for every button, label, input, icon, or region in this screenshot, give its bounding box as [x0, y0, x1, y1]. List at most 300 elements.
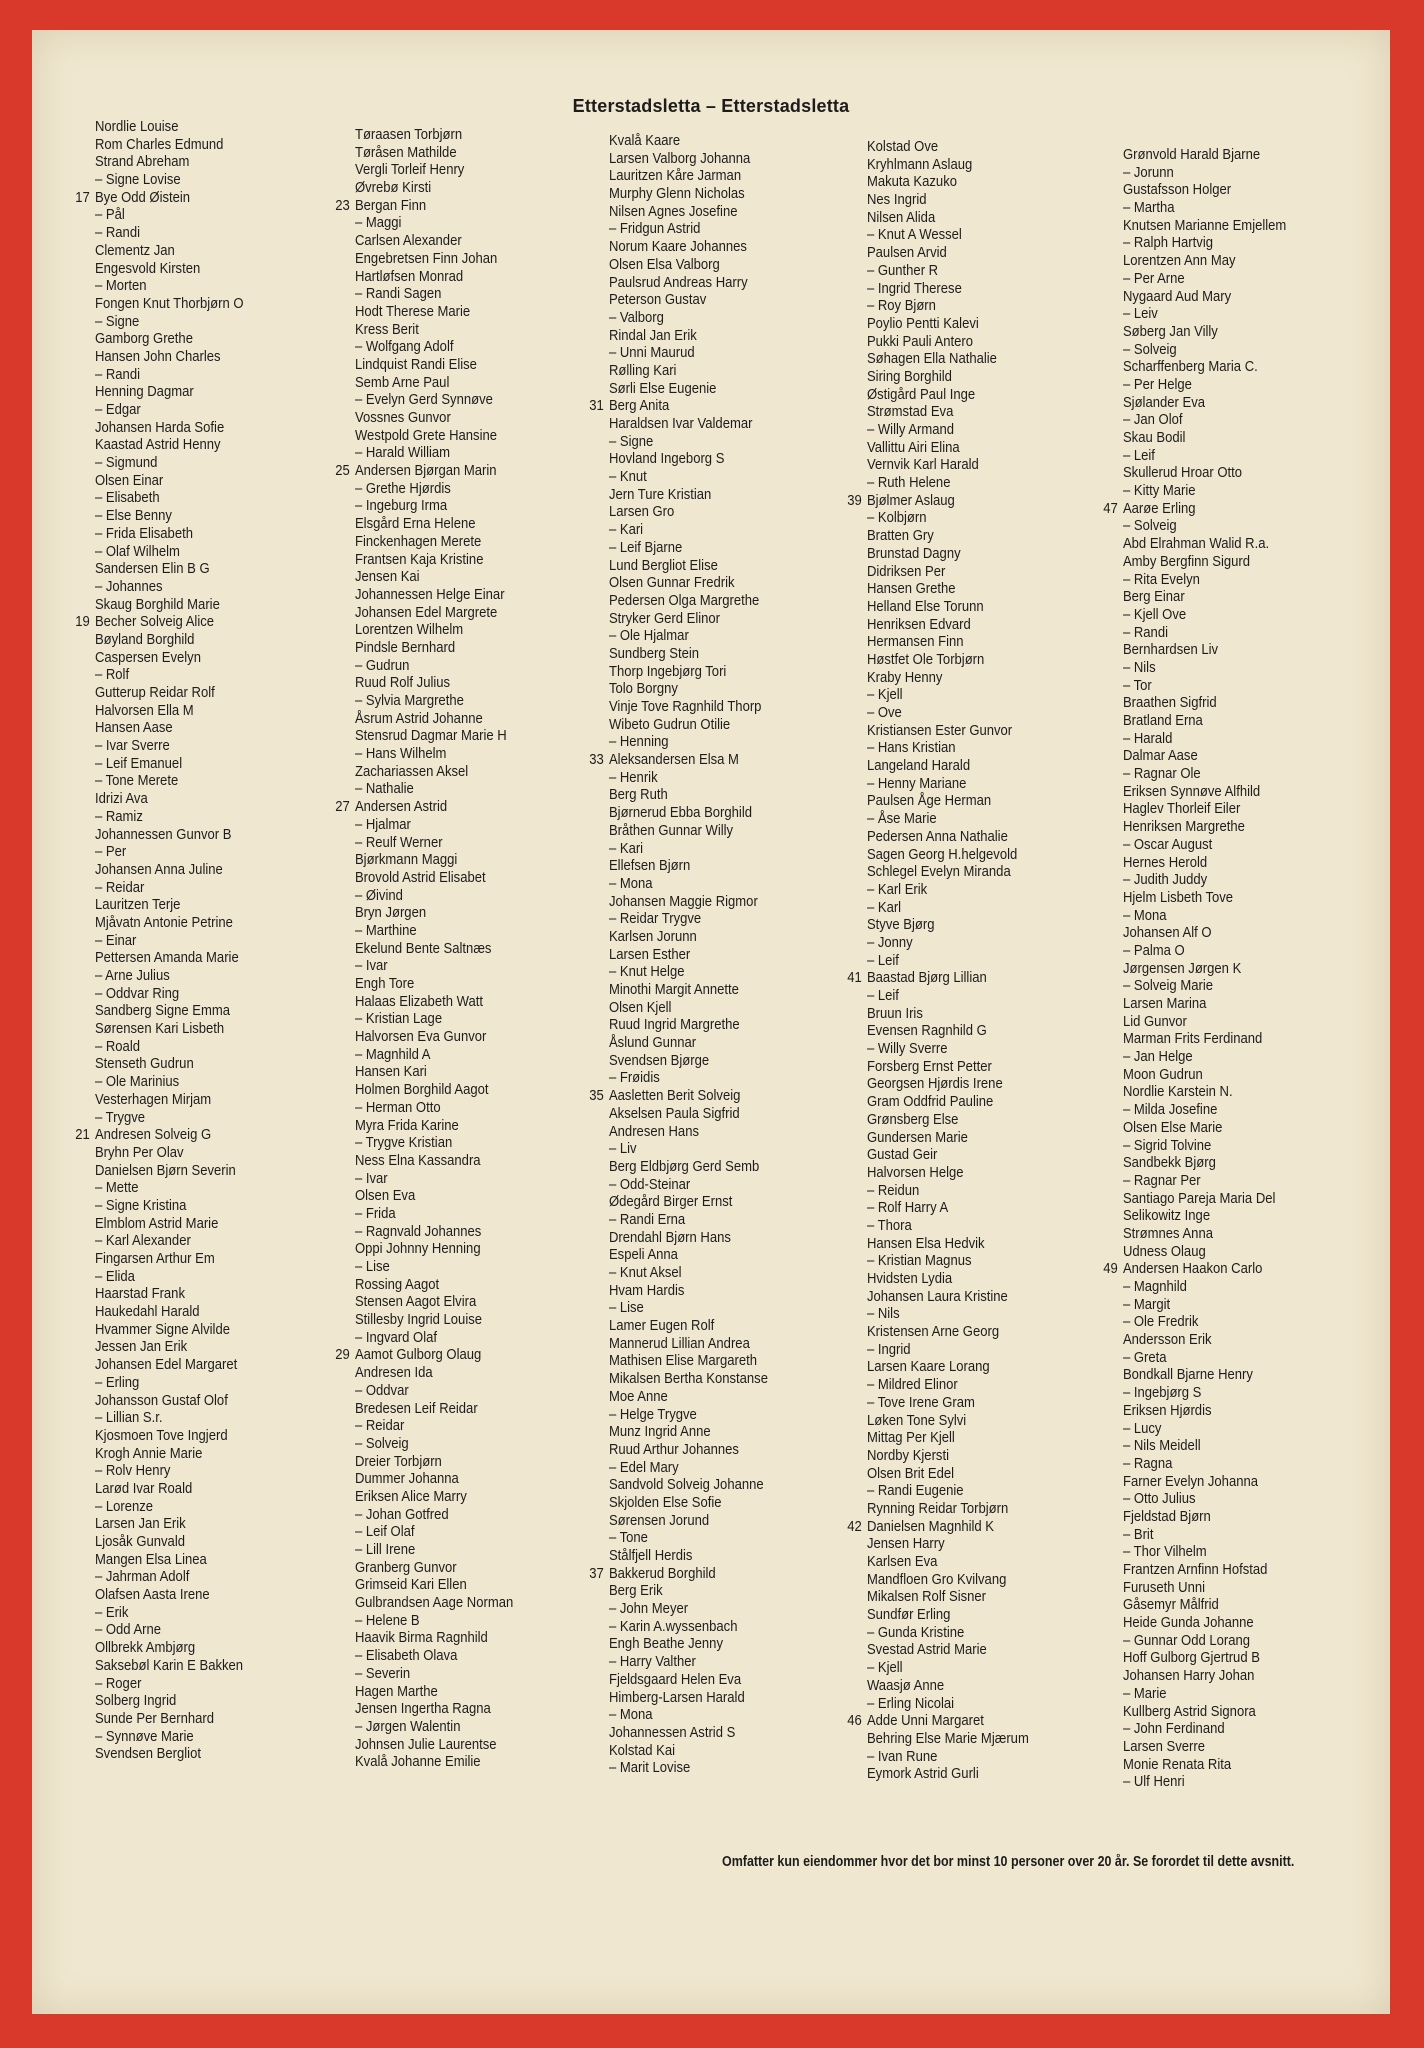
list-item: [578, 1582, 768, 1600]
resident-name: – Helge Trygve: [608, 1405, 697, 1423]
list-item: [324, 1506, 513, 1524]
list-item: [64, 1392, 244, 1410]
list-item: [578, 1724, 768, 1742]
list-item: [1092, 1455, 1286, 1473]
resident-name: Granberg Gunvor: [354, 1558, 457, 1576]
resident-name: Johansen Harda Sofie: [94, 418, 225, 436]
resident-name: Mannerud Lillian Andrea: [608, 1334, 750, 1352]
list-item: [836, 386, 1029, 404]
resident-name: Kress Berit: [354, 320, 419, 338]
resident-name: Rossing Aagot: [354, 1275, 440, 1293]
resident-name: – Solveig: [1122, 517, 1177, 535]
resident-name: – Karl Erik: [866, 880, 928, 898]
list-item: [836, 846, 1029, 864]
resident-name: Larsen Kaare Lorang: [866, 1358, 990, 1376]
resident-name: Evensen Ragnhild G: [866, 1022, 987, 1040]
resident-name: – Sigrid Tolvine: [1122, 1136, 1212, 1154]
list-item: [324, 1046, 513, 1064]
list-item: [324, 780, 513, 798]
list-item: [836, 1058, 1029, 1076]
resident-name: – Ragna: [1122, 1454, 1173, 1472]
resident-name: Paulsrud Andreas Harry: [608, 273, 748, 291]
resident-name: Amby Bergfinn Sigurd: [1122, 552, 1251, 570]
resident-name: – Mildred Elinor: [866, 1376, 958, 1394]
resident-name: Berg Anita: [608, 397, 670, 415]
footnote: Omfatter kun eiendommer hvor det bor minst 10 personer over 20 år. Se forordet til dette avsnitt.: [722, 1854, 1295, 1870]
resident-name: Saksebøl Karin E Bakken: [94, 1656, 244, 1674]
resident-name: Johansen Harry Johan: [1122, 1667, 1255, 1685]
list-item: [1092, 1190, 1286, 1208]
resident-name: Krogh Annie Marie: [94, 1444, 203, 1462]
list-item: [324, 1010, 513, 1028]
list-item: [324, 427, 513, 445]
list-item: [836, 226, 1029, 244]
list-item: [1092, 358, 1286, 376]
list-item: [836, 262, 1029, 280]
list-item: [1092, 747, 1286, 765]
list-item: [64, 737, 244, 755]
resident-name: Ljosåk Gunvald: [94, 1533, 186, 1550]
list-item: [1092, 1313, 1286, 1331]
resident-name: Sunde Per Bernhard: [94, 1709, 215, 1727]
resident-name: – Signe Kristina: [94, 1196, 187, 1214]
resident-name: Aleksandersen Elsa M: [608, 751, 739, 769]
resident-name: Hvammer Signe Alvilde: [94, 1320, 230, 1338]
list-item: [836, 1182, 1029, 1200]
resident-name: Hovland Ingeborg S: [608, 450, 725, 468]
resident-name: – Knut: [608, 468, 647, 486]
list-item: [64, 1621, 244, 1639]
list-item: [836, 456, 1029, 474]
resident-name: – Harald: [1122, 729, 1173, 747]
list-item: [578, 680, 768, 698]
list-item: [836, 492, 1029, 510]
list-item: [1092, 1632, 1286, 1650]
resident-name: Grimseid Kari Ellen: [354, 1576, 467, 1594]
house-number: 33: [589, 751, 604, 769]
resident-name: Lauritzen Kåre Jarman: [608, 167, 742, 185]
list-item: [1092, 960, 1286, 978]
resident-name: – Hans Wilhelm: [354, 745, 447, 763]
list-item: [1092, 907, 1286, 925]
list-item: [64, 1551, 244, 1569]
list-item: [578, 963, 768, 981]
list-item: [324, 1400, 513, 1418]
column-5: [1092, 146, 1286, 1791]
resident-name: Svendsen Bjørge: [608, 1051, 710, 1069]
list-item: [1092, 1366, 1286, 1384]
list-item: [578, 1529, 768, 1547]
list-item: [64, 1710, 244, 1728]
list-item: [324, 1417, 513, 1435]
list-item: [1092, 234, 1286, 252]
resident-name: Andresen Solveig G: [94, 1126, 212, 1144]
resident-name: Kullberg Astrid Signora: [1122, 1702, 1256, 1720]
resident-name: Hansen Grethe: [866, 580, 956, 598]
resident-name: Karlsen Jorunn: [608, 927, 697, 945]
list-item: [578, 627, 768, 645]
list-item: [578, 238, 768, 256]
resident-name: – Grethe Hjørdis: [354, 479, 451, 497]
directory-page: [32, 30, 1390, 2014]
list-item: [836, 757, 1029, 775]
list-item: [1092, 517, 1286, 535]
list-item: [1092, 1384, 1286, 1402]
resident-name: Marman Frits Ferdinand: [1122, 1030, 1263, 1048]
list-item: [324, 1240, 513, 1258]
list-item: [64, 1427, 244, 1445]
list-item: [1092, 1066, 1286, 1084]
list-item: [578, 1246, 768, 1264]
list-item: [64, 1515, 244, 1533]
resident-name: Engh Tore: [354, 975, 415, 992]
list-item: [324, 1063, 513, 1081]
list-item: [836, 1288, 1029, 1306]
list-item: [578, 1264, 768, 1282]
list-item: [324, 285, 513, 303]
list-item: [64, 1568, 244, 1586]
list-item: [836, 1111, 1029, 1129]
list-item: [1092, 429, 1286, 447]
list-item: [64, 1692, 244, 1710]
resident-name: Stenseth Gudrun: [94, 1055, 194, 1073]
list-item: [64, 1356, 244, 1374]
list-item: [836, 722, 1029, 740]
resident-name: Hvam Hardis: [608, 1281, 685, 1299]
list-item: [578, 309, 768, 327]
resident-name: – Erik: [94, 1603, 129, 1621]
list-item: [836, 916, 1029, 934]
list-item: [64, 1533, 244, 1551]
resident-name: Jensen Kai: [354, 568, 420, 586]
resident-name: – Signe: [608, 432, 654, 450]
resident-name: – Knut A Wessel: [866, 226, 962, 244]
resident-name: – Rolf Harry A: [866, 1199, 949, 1217]
list-item: [64, 1604, 244, 1622]
resident-name: – Henny Mariane: [866, 774, 967, 792]
resident-name: Stillesby Ingrid Louise: [354, 1311, 483, 1329]
list-item: [836, 509, 1029, 527]
list-item: [578, 1282, 768, 1300]
list-item: [836, 1482, 1029, 1500]
resident-name: – Gunther R: [866, 261, 939, 279]
resident-name: Moon Gudrun: [1122, 1065, 1203, 1083]
resident-name: – Arne Julius: [94, 967, 170, 984]
resident-name: – Kjell: [866, 686, 903, 704]
list-item: [1092, 1278, 1286, 1296]
list-item: [836, 899, 1029, 917]
resident-name: – Reidun: [866, 1181, 920, 1199]
resident-name: Bredesen Leif Reidar: [354, 1399, 478, 1417]
resident-name: Johansson Gustaf Olof: [94, 1391, 228, 1409]
resident-name: Andresen Ida: [354, 1364, 433, 1382]
list-item: [836, 1641, 1029, 1659]
list-item: [64, 171, 244, 189]
house-number: 49: [1103, 1260, 1118, 1278]
resident-name: – Kristian Lage: [354, 1010, 443, 1028]
resident-name: – Ralph Hartvig: [1122, 234, 1213, 252]
resident-name: Søhagen Ella Nathalie: [866, 350, 997, 368]
resident-name: Vossnes Gunvor: [354, 409, 451, 426]
resident-name: Johansen Laura Kristine: [866, 1287, 1008, 1305]
list-item: [578, 274, 768, 292]
resident-name: Hansen Aase: [94, 719, 173, 737]
resident-name: – Mona: [608, 874, 653, 892]
list-item: [64, 1020, 244, 1038]
resident-name: – Tove Irene Gram: [866, 1393, 975, 1411]
list-item: [64, 1409, 244, 1427]
list-item: [1092, 871, 1286, 889]
resident-name: Sørensen Kari Lisbeth: [94, 1020, 225, 1038]
resident-name: – Marthine: [354, 921, 417, 939]
list-item: [324, 834, 513, 852]
resident-name: Mangen Elsa Linea: [94, 1550, 207, 1568]
resident-name: Ødegård Birger Ernst: [608, 1193, 733, 1211]
list-item: [836, 863, 1029, 881]
list-item: [1092, 500, 1286, 518]
resident-name: Halvorsen Helge: [866, 1163, 964, 1181]
resident-name: – Sylvia Margrethe: [354, 692, 464, 709]
list-item: [578, 150, 768, 168]
resident-name: – Ingeburg Irma: [354, 497, 448, 515]
list-item: [64, 383, 244, 401]
list-item: [836, 1323, 1029, 1341]
list-item: [1092, 341, 1286, 359]
list-item: [324, 321, 513, 339]
list-item: [578, 1034, 768, 1052]
list-item: [836, 297, 1029, 315]
list-item: [578, 1229, 768, 1247]
resident-name: Makuta Kazuko: [866, 173, 957, 191]
list-item: [578, 1406, 768, 1424]
list-item: [324, 904, 513, 922]
list-item: [64, 1109, 244, 1127]
resident-name: – Odd Arne: [94, 1621, 162, 1639]
resident-name: Gustafsson Holger: [1122, 181, 1232, 199]
list-item: [64, 613, 244, 631]
house-number: 42: [847, 1517, 862, 1535]
list-item: [836, 350, 1029, 368]
resident-name: Andresen Hans: [608, 1122, 700, 1140]
list-item: [64, 826, 244, 844]
resident-name: Lamer Eugen Rolf: [608, 1317, 715, 1335]
resident-name: Gutterup Reidar Rolf: [94, 684, 215, 701]
resident-name: – Åse Marie: [866, 810, 937, 828]
resident-name: Gamborg Grethe: [94, 330, 193, 348]
list-item: [578, 645, 768, 663]
resident-name: – Fridgun Astrid: [608, 220, 701, 238]
list-item: [1092, 1579, 1286, 1597]
list-item: [324, 957, 513, 975]
list-item: [64, 206, 244, 224]
list-item: [578, 804, 768, 822]
resident-name: Kristensen Arne Georg: [866, 1323, 1000, 1341]
resident-name: Hansen John Charles: [94, 347, 221, 365]
resident-name: Skaug Borghild Marie: [94, 595, 220, 613]
resident-name: – Solveig: [354, 1434, 409, 1452]
resident-name: Eriksen Alice Marry: [354, 1487, 467, 1505]
resident-name: Johansen Maggie Rigmor: [608, 892, 758, 910]
resident-name: – Pål: [94, 206, 125, 224]
list-item: [324, 1647, 513, 1665]
resident-name: Aarøe Erling: [1122, 499, 1196, 517]
list-item: [324, 1559, 513, 1577]
list-item: [578, 1016, 768, 1034]
resident-name: – Jørgen Walentin: [354, 1717, 461, 1735]
resident-name: Stensen Aagot Elvira: [354, 1293, 477, 1311]
resident-name: Bjørkmann Maggi: [354, 851, 458, 869]
list-item: [836, 810, 1029, 828]
list-item: [64, 472, 244, 490]
resident-name: – Gunnar Odd Lorang: [1122, 1631, 1251, 1649]
list-item: [836, 1146, 1029, 1164]
list-item: [324, 551, 513, 569]
resident-name: – Ivar: [354, 1169, 388, 1187]
list-item: [836, 1518, 1029, 1536]
list-item: [64, 914, 244, 932]
resident-name: – Kristian Magnus: [866, 1252, 972, 1270]
resident-name: Rølling Kari: [608, 361, 677, 379]
resident-name: Henning Dagmar: [94, 383, 194, 401]
resident-name: – Kjell: [866, 1659, 903, 1677]
resident-name: – Harald William: [354, 444, 451, 462]
list-item: [1092, 447, 1286, 465]
resident-name: Larsen Marina: [1122, 995, 1207, 1012]
resident-name: Fongen Knut Thorbjørn O: [94, 294, 244, 312]
resident-name: Engesvold Kirsten: [94, 259, 201, 277]
resident-name: – Mette: [94, 1179, 139, 1197]
resident-name: – Randi: [1122, 623, 1168, 641]
resident-name: Høstfet Ole Torbjørn: [866, 650, 985, 668]
resident-name: – Ivar Sverre: [94, 737, 170, 755]
list-item: [324, 1665, 513, 1683]
list-item: [64, 118, 244, 136]
list-item: [836, 545, 1029, 563]
list-item: [324, 1293, 513, 1311]
list-item: [836, 280, 1029, 298]
resident-name: – Palma O: [1122, 941, 1185, 959]
list-item: [836, 1270, 1029, 1288]
house-number: 25: [335, 462, 350, 480]
resident-name: – Milda Josefine: [1122, 1101, 1218, 1119]
list-item: [324, 1134, 513, 1152]
resident-name: Engebretsen Finn Johan: [354, 249, 498, 267]
resident-name: Berg Einar: [1122, 588, 1185, 606]
resident-name: – Leiv: [1122, 305, 1158, 323]
list-item: [324, 851, 513, 869]
list-item: [1092, 1738, 1286, 1756]
list-item: [64, 1303, 244, 1321]
resident-name: Nes Ingrid: [866, 191, 927, 209]
resident-name: Jensen Ingertha Ragna: [354, 1700, 491, 1718]
list-item: [64, 631, 244, 649]
resident-name: – Signe Lovise: [94, 171, 181, 189]
resident-name: Løken Tone Sylvi: [866, 1411, 967, 1429]
resident-name: Jessen Jan Erik: [94, 1338, 188, 1356]
list-item: [578, 256, 768, 274]
resident-name: – Solveig Marie: [1122, 977, 1213, 995]
resident-name: Drendahl Bjørn Hans: [608, 1228, 731, 1246]
list-item: [324, 1700, 513, 1718]
list-item: [1092, 1119, 1286, 1137]
resident-name: Lid Gunvor: [1122, 1012, 1187, 1030]
house-number: 19: [75, 613, 90, 631]
list-item: [836, 669, 1029, 687]
resident-name: – Thor Vilhelm: [1122, 1543, 1207, 1561]
list-item: [324, 975, 513, 993]
resident-name: Rom Charles Edmund: [94, 135, 224, 153]
resident-name: – Olaf Wilhelm: [94, 542, 180, 560]
resident-name: Haarstad Frank: [94, 1285, 185, 1303]
resident-name: Vergli Torleif Henry: [354, 161, 465, 179]
list-item: [64, 861, 244, 879]
list-item: [324, 1541, 513, 1559]
resident-name: Vesterhagen Mirjam: [94, 1090, 212, 1108]
resident-name: – Per Helge: [1122, 375, 1192, 393]
list-item: [64, 189, 244, 207]
resident-name: – Jorunn: [1122, 163, 1174, 181]
resident-name: – Ruth Helene: [866, 474, 951, 492]
resident-name: Johnsen Julie Laurentse: [354, 1735, 497, 1753]
resident-name: – Ingvard Olaf: [354, 1328, 438, 1346]
list-item: [836, 1341, 1029, 1359]
resident-name: Hvidsten Lydia: [866, 1270, 953, 1287]
resident-name: Lauritzen Terje: [94, 896, 181, 914]
resident-name: Westpold Grete Hansine: [354, 426, 498, 444]
resident-name: Bryn Jørgen: [354, 904, 427, 922]
resident-name: Finckenhagen Merete: [354, 532, 482, 550]
list-item: [578, 769, 768, 787]
list-item: [64, 366, 244, 384]
resident-name: Hansen Elsa Hedvik: [866, 1234, 985, 1252]
list-item: [64, 1073, 244, 1091]
resident-name: – Oddvar Ring: [94, 984, 180, 1002]
resident-name: Åsrum Astrid Johanne: [354, 709, 483, 727]
resident-name: Siring Borghild: [866, 367, 952, 385]
resident-name: Søberg Jan Villy: [1122, 322, 1218, 340]
resident-name: – Kolbjørn: [866, 509, 927, 527]
resident-name: Kryhlmann Aslaug: [866, 155, 973, 173]
list-item: [1092, 1013, 1286, 1031]
resident-name: Stryker Gerd Elinor: [608, 609, 721, 627]
list-item: [324, 586, 513, 604]
list-item: [324, 816, 513, 834]
resident-name: – Evelyn Gerd Synnøve: [354, 391, 493, 409]
list-item: [64, 879, 244, 897]
resident-name: Sandersen Elin B G: [94, 560, 210, 578]
list-item: [836, 333, 1029, 351]
list-item: [1092, 889, 1286, 907]
resident-name: – Ingebjørg S: [1122, 1384, 1202, 1402]
resident-name: Becher Solveig Alice: [94, 613, 215, 631]
list-item: [324, 1718, 513, 1736]
list-item: [836, 598, 1029, 616]
resident-name: Svendsen Bergliot: [94, 1745, 201, 1763]
resident-name: – Ingrid: [866, 1340, 911, 1358]
resident-name: Halvorsen Eva Gunvor: [354, 1028, 487, 1046]
resident-name: Kraby Henny: [866, 668, 943, 686]
list-item: [578, 1370, 768, 1388]
list-item: [836, 739, 1029, 757]
list-item: [324, 1453, 513, 1471]
resident-name: – Solveig: [1122, 340, 1177, 358]
resident-name: – Willy Armand: [866, 421, 955, 438]
list-item: [1092, 1720, 1286, 1738]
list-item: [1092, 394, 1286, 412]
list-item: [578, 1742, 768, 1760]
resident-name: – Kjell Ove: [1122, 605, 1187, 623]
list-item: [64, 313, 244, 331]
